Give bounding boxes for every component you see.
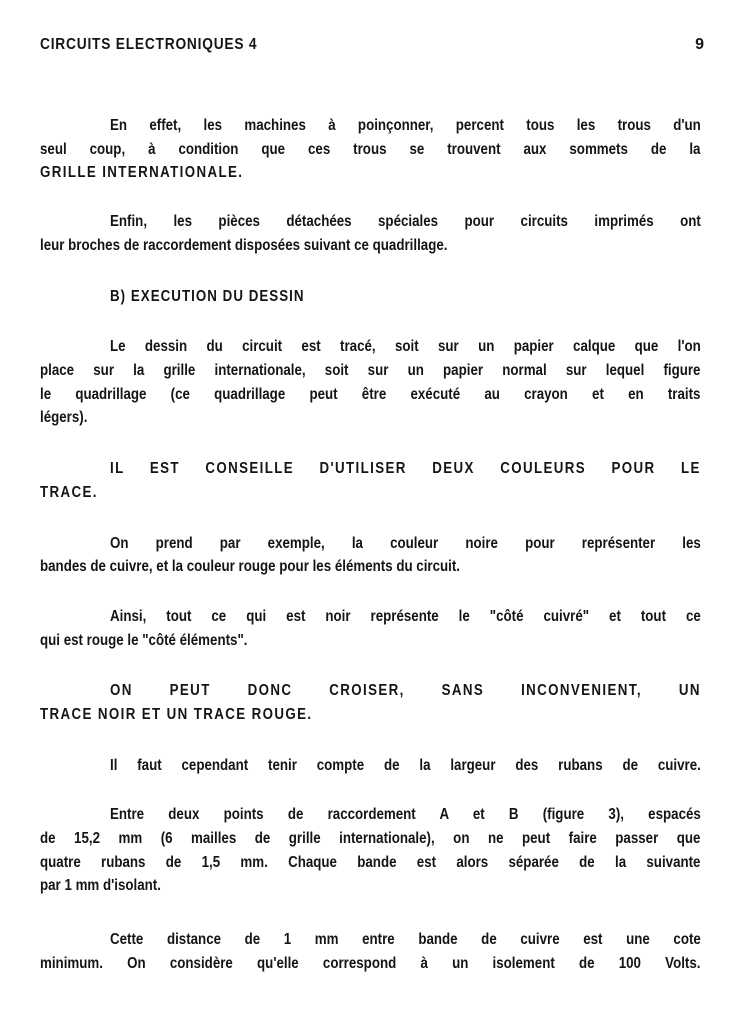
paragraph-2-line-2 [40,236,701,256]
text-line: par 1 mm d'isolant. [40,877,161,894]
text-line: En effet, les machines à poinçonner, percent tous les trous d'un [110,117,701,134]
paragraph-8-line-1 [110,756,701,776]
paragraph-9-line-3 [40,853,701,873]
text-line: TRACE. [40,484,98,501]
paragraph-7-line-2 [40,705,701,725]
paragraph-5-line-1 [110,534,701,554]
paragraph-5-line-2 [40,557,701,577]
text-line: GRILLE INTERNATIONALE. [40,164,244,181]
text-line: qui est rouge le "côté éléments". [40,632,248,649]
text-line: légers). [40,409,88,426]
text-line: ON PEUT DONC CROISER, SANS INCONVENIENT, UN [110,682,701,699]
text-line: de 15,2 mm (6 mailles de grille internationale), on ne peut faire passer que [40,830,701,847]
text-line: leur broches de raccordement disposées suivant ce quadrillage. [40,237,448,254]
paragraph-3-line-1 [110,337,701,357]
text-line: minimum. On considère qu'elle correspond à un isolement de 100 Volts. [40,955,701,972]
paragraph-3-line-3 [40,385,701,405]
paragraph-1-line-3 [40,163,701,183]
text-line: quatre rubans de 1,5 mm. Chaque bande est alors séparée de la suivante [40,854,701,871]
text-line: Cette distance de 1 mm entre bande de cuivre est une cote [110,931,701,948]
running-header-title: CIRCUITS ELECTRONIQUES 4 [40,36,258,53]
text-line: Le dessin du circuit est tracé, soit sur un papier calque que l'on [110,338,701,355]
text-line: Enfin, les pièces détachées spéciales pour circuits imprimés ont [110,213,701,230]
paragraph-3-line-2 [40,361,701,381]
paragraph-10-line-2 [40,954,701,974]
paragraph-2-line-1 [110,212,701,232]
paragraph-6-line-2 [40,631,701,651]
paragraph-3-line-4 [40,408,701,428]
paragraph-4-line-1 [110,459,701,479]
text-line: Il faut cependant tenir compte de la largeur des rubans de cuivre. [110,757,701,774]
text-line: Ainsi, tout ce qui est noir représente le "côté cuivré" et tout ce [110,608,701,625]
paragraph-9-line-1 [110,805,701,825]
text-line: bandes de cuivre, et la couleur rouge pour les éléments du circuit. [40,558,461,575]
section-heading-text: B) EXECUTION DU DESSIN [110,288,305,305]
text-line: Entre deux points de raccordement A et B (figure 3), espacés [110,806,701,823]
paragraph-9-line-2 [40,829,701,849]
text-line: On prend par exemple, la couleur noire pour représenter les [110,535,701,552]
section-heading [110,287,701,307]
text-line: IL EST CONSEILLE D'UTILISER DEUX COULEURS POUR LE [110,460,701,477]
text-line: seul coup, à condition que ces trous se trouvent aux sommets de la [40,141,701,158]
paragraph-10-line-1 [110,930,701,950]
paragraph-4-line-2 [40,483,701,503]
page-number: 9 [695,36,704,53]
paragraph-9-line-4 [40,876,701,896]
paragraph-6-line-1 [110,607,701,627]
paragraph-1-line-1 [110,116,701,136]
paragraph-1-line-2 [40,140,701,160]
text-line: place sur la grille internationale, soit sur un papier normal sur lequel figure [40,362,701,379]
text-line: le quadrillage (ce quadrillage peut être exécuté au crayon et en traits [40,386,701,403]
paragraph-7-line-1 [110,681,701,701]
text-line: TRACE NOIR ET UN TRACE ROUGE. [40,706,313,723]
